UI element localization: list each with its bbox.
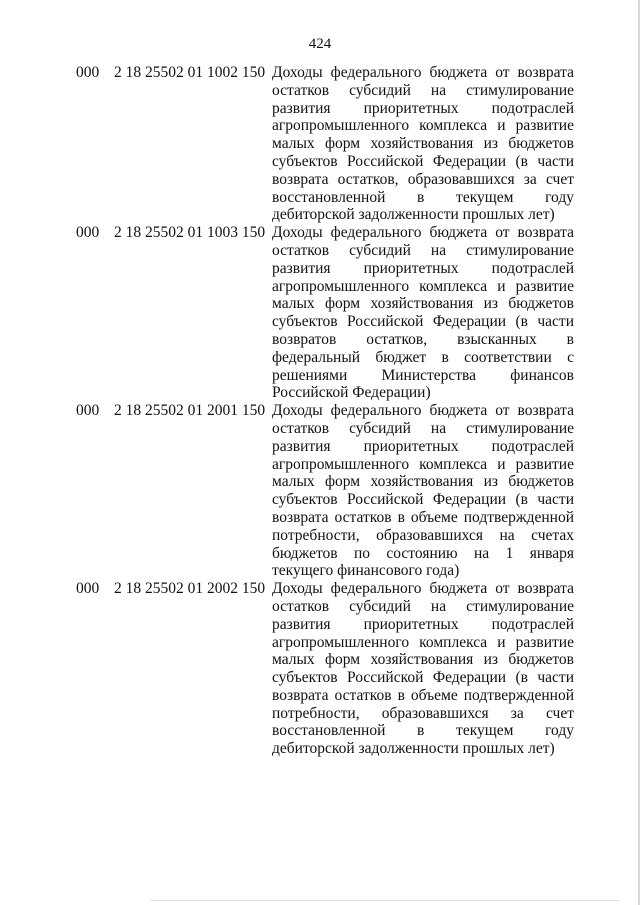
budget-classification-code: 2 18 25502 01 1002 150	[114, 64, 266, 81]
admin-code: 000	[76, 64, 100, 81]
income-description: Доходы федерального бюджета от возврата остатков субсидий на стимулирование развития приоритетных подотраслей агропромышленного комплекса и развитие малых форм хозяйствования из бюджетов субъектов Российской Федерации (в части возвратов остатков, взысканных в федеральный бюджет в соответствии с решениями Министерства финансов Российской Федерации)	[272, 224, 574, 402]
page-number: 424	[308, 36, 332, 52]
admin-code: 000	[76, 224, 100, 242]
income-description: Доходы федерального бюджета от возврата остатков субсидий на стимулирование развития приоритетных подотраслей агропромышленного комплекса и развитие малых форм хозяйствования из бюджетов субъектов Российской Федерации (в части возврата остатков в объеме подтвержденной потребности, образовавшихся на счетах бюджетов по состоянию на 1 января текущего финансового года)	[272, 402, 574, 580]
budget-classification-code: 2 18 25502 01 1003 150	[114, 224, 266, 242]
admin-code: 000	[76, 580, 100, 598]
budget-classification-code: 2 18 25502 01 2001 150	[114, 402, 266, 420]
list-item	[0, 580, 640, 758]
income-description: Доходы федерального бюджета от возврата остатков субсидий на стимулирование развития приоритетных подотраслей агропромышленного комплекса и развитие малых форм хозяйствования из бюджетов субъектов Российской Федерации (в части возврата остатков, образовавшихся за счет восстановленной в текущем году дебиторской задолженности прошлых лет)	[272, 64, 574, 224]
list-item	[0, 64, 640, 224]
list-item	[0, 402, 640, 580]
budget-code-list	[0, 64, 640, 758]
admin-code: 000	[76, 402, 100, 420]
income-description: Доходы федерального бюджета от возврата остатков субсидий на стимулирование развития приоритетных подотраслей агропромышленного комплекса и развитие малых форм хозяйствования из бюджетов субъектов Российской Федерации (в части возврата остатков в объеме подтвержденной потребности, образовавшихся за счет восстановленной в текущем году дебиторской задолженности прошлых лет)	[272, 580, 574, 758]
list-item	[0, 224, 640, 402]
budget-classification-code: 2 18 25502 01 2002 150	[114, 580, 266, 598]
scan-bottom-line	[150, 900, 620, 901]
